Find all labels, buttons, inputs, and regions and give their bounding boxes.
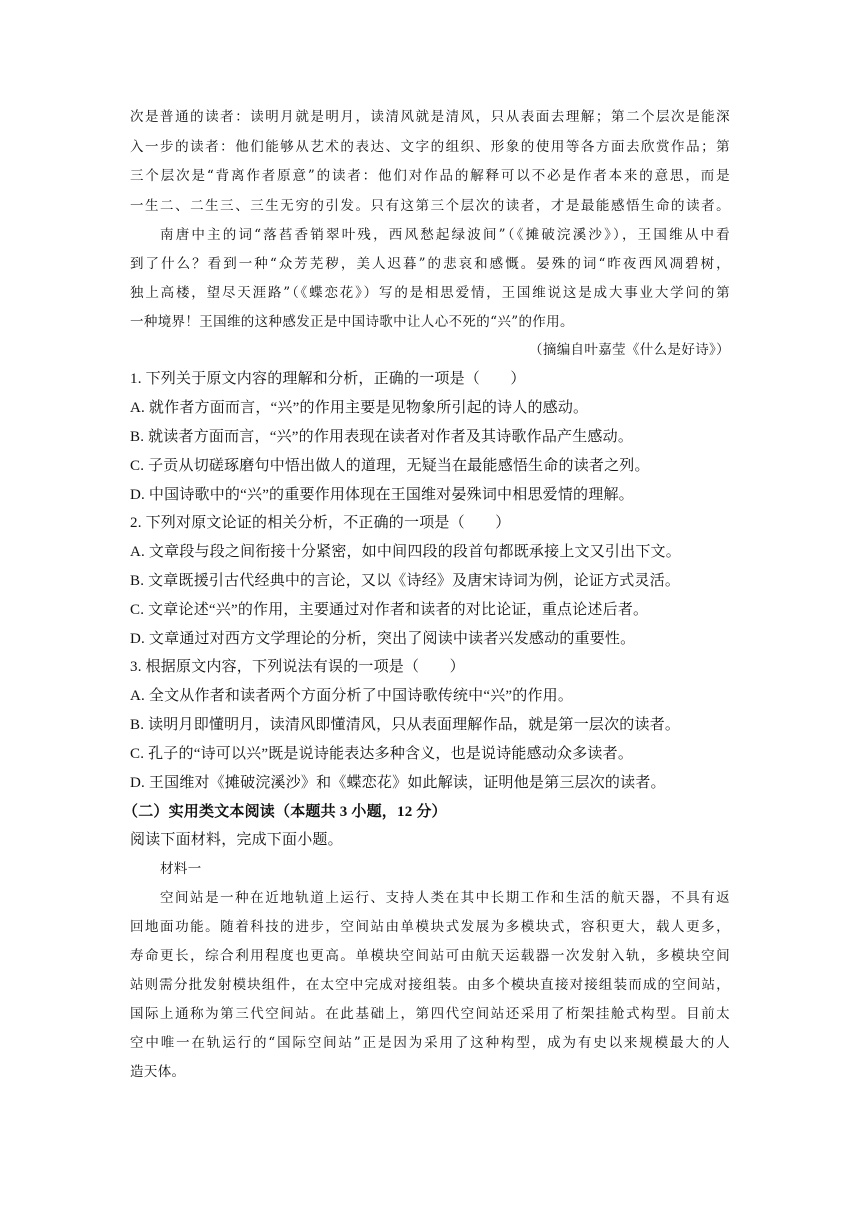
question-option: B. 就读者方面而言，“兴”的作用表现在读者对作者及其诗歌作品产生感动。 <box>130 429 634 445</box>
question-option: A. 文章段与段之间衔接十分紧密，如中间四段的段首句都既承接上文又引出下文。 <box>130 544 681 560</box>
question-option: D. 文章通过对西方文学理论的分析，突出了阅读中读者兴发感动的重要性。 <box>130 631 636 647</box>
passage-source: （摘编自叶嘉莹《什么是好诗》） <box>529 342 730 358</box>
material-line: 空间站是一种在近地轨道上运行、支持人类在其中长期工作和生活的航天器，不具有返 <box>160 890 730 906</box>
question-option: D. 王国维对《摊破浣溪沙》和《蝶恋花》如此解读，证明他是第三层次的读者。 <box>130 775 666 791</box>
material-line: 空中唯一在轨运行的“国际空间站”正是因为采用了这种构型，成为有史以来规模最大的人 <box>130 1035 730 1051</box>
section-instruction: 阅读下面材料，完成下面小题。 <box>130 832 343 848</box>
question-option: C. 孔子的“诗可以兴”既是说诗能表达多种含义，也是说诗能感动众多读者。 <box>130 746 634 762</box>
question-option: D. 中国诗歌中的“兴”的重要作用体现在王国维对晏殊词中相思爱情的理解。 <box>130 487 634 503</box>
passage-line: 入一步的读者：他们能够从艺术的表达、文字的组织、形象的使用等各方面去欣赏作品；第 <box>130 139 730 155</box>
passage-line: 一种境界！王国维的这种感发正是中国诗歌中让人心不死的“兴”的作用。 <box>130 314 574 330</box>
material-line: 国际上通称为第三代空间站。在此基础上，第四代空间站还采用了桁架挂舱式构型。目前太 <box>130 1006 730 1022</box>
question-option: B. 文章既援引古代经典中的言论，又以《诗经》及唐宋诗词为例，论证方式灵活。 <box>130 573 681 589</box>
material-line: 站则需分批发射模块组件，在太空中完成对接组装。由多个模块直接对接组装而成的空间站， <box>130 977 730 993</box>
question-option: C. 文章论述“兴”的作用，主要通过对作者和读者的对比论证，重点论述后者。 <box>130 602 649 618</box>
question-stem: 3. 根据原文内容，下列说法有误的一项是（ ） <box>130 659 465 675</box>
passage-line: 南唐中主的词“落萏香销翠叶残，西风愁起绿波间”（《摊破浣溪沙》），王国维从中看 <box>160 227 730 243</box>
material-label: 材料一 <box>160 861 202 877</box>
passage-line: 到了什么？看到一种“众芳芜秽，美人迟暮”的悲哀和感慨。晏殊的词“昨夜西风凋碧树， <box>130 256 730 272</box>
material-line: 回地面功能。随着科技的进步，空间站由单模块式发展为多模块式，容积更大，载人更多， <box>130 919 730 935</box>
question-option: B. 读明月即懂明月，读清风即懂清风，只从表面理解作品，就是第一层次的读者。 <box>130 717 681 733</box>
question-stem: 1. 下列关于原文内容的理解和分析，正确的一项是（ ） <box>130 371 526 387</box>
material-line: 造天体。 <box>130 1064 186 1080</box>
question-option: C. 子贡从切磋琢磨句中悟出做人的道理，无疑当在最能感悟生命的读者之列。 <box>130 458 650 474</box>
material-line: 寿命更长，综合利用程度也更高。单模块空间站可由航天运载器一次发射入轨，多模块空间 <box>130 948 730 964</box>
question-option: A. 就作者方面而言，“兴”的作用主要是见物象所引起的诗人的感动。 <box>130 400 589 416</box>
passage-line: 次是普通的读者：读明月就是明月，读清风就是清风，只从表面去理解；第二个层次是能深 <box>130 109 730 125</box>
section-heading: （二）实用类文本阅读（本题共 3 小题，12 分） <box>123 804 447 820</box>
question-option: A. 全文从作者和读者两个方面分析了中国诗歌传统中“兴”的作用。 <box>130 688 574 704</box>
passage-line: 三个层次是“背离作者原意”的读者：他们对作品的解释可以不必是作者本来的意思，而是 <box>130 168 730 184</box>
passage-line: 一生二、二生三、三生无穷的引发。只有这第三个层次的读者，才是最能感悟生命的读者。 <box>130 198 730 214</box>
passage-line: 独上高楼，望尽天涯路”（《蝶恋花》）写的是相思爱情，王国维说这是成大事业大学问的第 <box>130 285 730 301</box>
question-stem: 2. 下列对原文论证的相关分析，不正确的一项是（ ） <box>130 515 511 531</box>
